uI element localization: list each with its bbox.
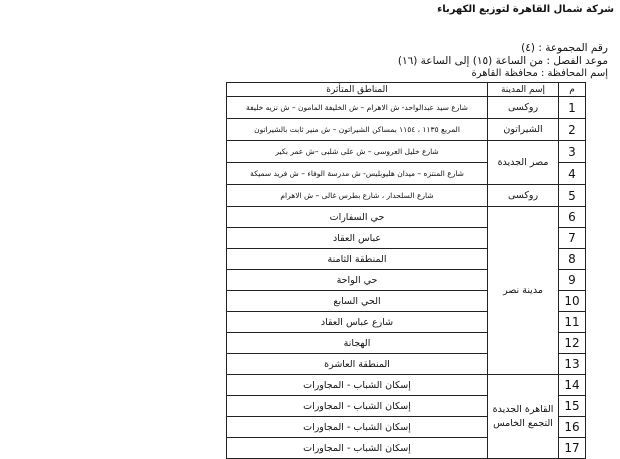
area-cell: شارع عباس العقاد	[227, 312, 488, 333]
row-number: 14	[559, 375, 586, 396]
row-number: 5	[559, 185, 586, 207]
city-cell: مدينة نصر	[488, 207, 559, 375]
area-cell: المربع ١١٣٥ ، ١١٥٤ بمساكن الشيراتون – ش منير ثابت بالشيراتون	[227, 119, 488, 141]
row-number: 8	[559, 249, 586, 270]
row-number: 11	[559, 312, 586, 333]
table-row	[227, 185, 586, 207]
row-number: 4	[559, 163, 586, 185]
table-row	[227, 207, 586, 228]
city-cell: القاهرة الجديدة التجمع الخامس	[488, 375, 559, 459]
cutoff-time: موعد الفصل : من الساعة (١٥) إلى الساعة (١٦)	[397, 55, 608, 67]
area-cell: شارع سيد عبدالواحد- ش الاهرام – ش الخليفة المامون – ش نزيه خليفة	[227, 97, 488, 119]
area-cell: حي الواحة	[227, 270, 488, 291]
row-number: 10	[559, 291, 586, 312]
area-cell: إسكان الشباب - المجاورات	[227, 375, 488, 396]
area-cell: إسكان الشباب - المجاورات	[227, 438, 488, 459]
table-row	[227, 375, 586, 396]
row-number: 17	[559, 438, 586, 459]
table-row	[227, 141, 586, 163]
area-cell: المنطقة الثامنة	[227, 249, 488, 270]
row-number: 7	[559, 228, 586, 249]
group-number: رقم المجموعة : (٤)	[521, 42, 608, 54]
area-cell: إسكان الشباب - المجاورات	[227, 417, 488, 438]
row-number: 6	[559, 207, 586, 228]
outage-table	[226, 82, 586, 459]
area-cell: شارع خليل العروسى – ش على شلبى –ش عمر بكير	[227, 141, 488, 163]
area-cell: المنطقة العاشرة	[227, 354, 488, 375]
city-cell: الشيراتون	[488, 119, 559, 141]
city-cell: روكسى	[488, 185, 559, 207]
area-cell: الحي السابع	[227, 291, 488, 312]
row-number: 16	[559, 417, 586, 438]
area-cell: الهجانة	[227, 333, 488, 354]
col-header-num: م	[559, 83, 586, 97]
row-number: 13	[559, 354, 586, 375]
row-number: 3	[559, 141, 586, 163]
row-number: 2	[559, 119, 586, 141]
table-row	[227, 119, 586, 141]
area-cell: عباس العقاد	[227, 228, 488, 249]
area-cell: شارع المنتزه – ميدان هليوبليس- ش مدرسة الوفاء – ش فريد سميكة	[227, 163, 488, 185]
company-name: شركة شمال القاهرة لتوزيع الكهرباء	[437, 4, 614, 15]
row-number: 15	[559, 396, 586, 417]
area-cell: شارع السلحدار ، شارع بطرس غالى – ش الاهرام	[227, 185, 488, 207]
area-cell: إسكان الشباب - المجاورات	[227, 396, 488, 417]
governorate-name: إسم المحافظة : محافظة القاهرة	[471, 68, 608, 79]
city-cell: مصر الجديدة	[488, 141, 559, 185]
row-number: 9	[559, 270, 586, 291]
area-cell: حي السفارات	[227, 207, 488, 228]
row-number: 12	[559, 333, 586, 354]
col-header-areas: المناطق المتأثرة	[227, 83, 488, 97]
row-number: 1	[559, 97, 586, 119]
col-header-city: إسم المدينة	[488, 83, 559, 97]
city-cell: روكسى	[488, 97, 559, 119]
table-row	[227, 97, 586, 119]
table-header-row	[227, 83, 586, 97]
